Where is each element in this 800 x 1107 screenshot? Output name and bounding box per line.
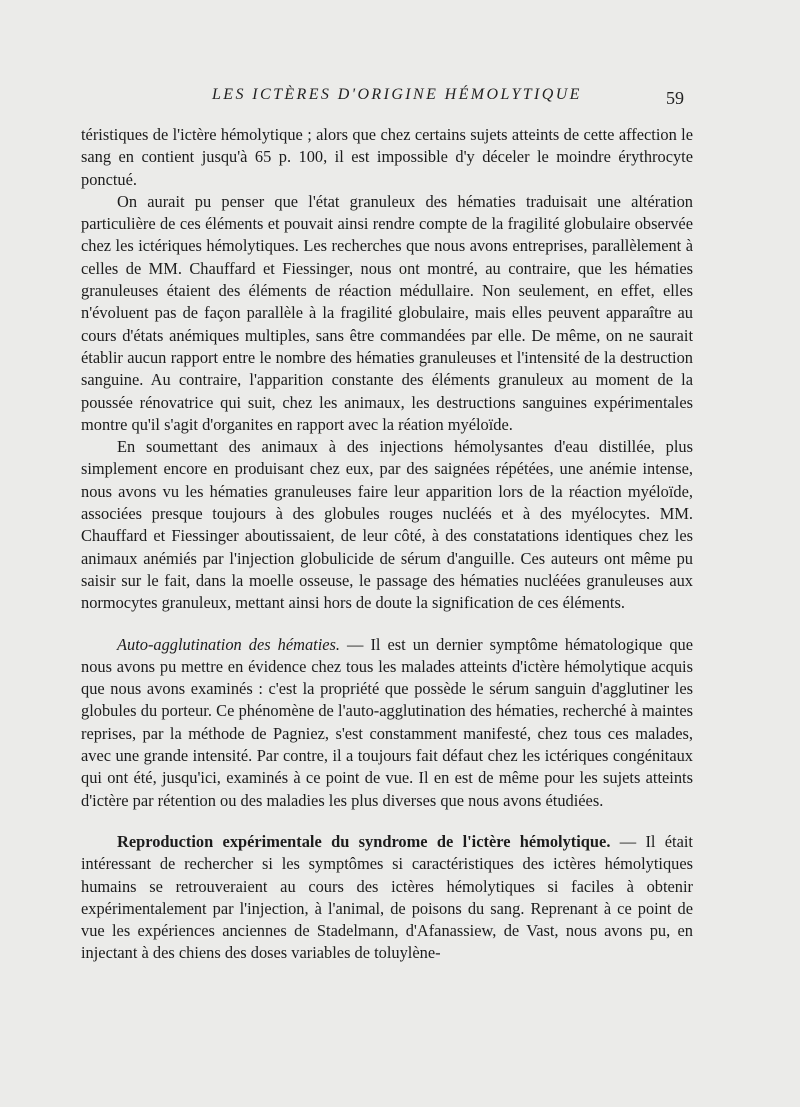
paragraph-text: On aurait pu penser que l'état granuleux des hématies traduisait une altération particulière de ces éléments et pouvait ainsi rendre compte de la fragilité globulaire observée chez les ictériques hémolytiques. Les recherches que nous avons entreprises, parallèlement à celles de MM. Chauffard et Fiessinger, nous ont montré, au contraire, que les hématies granuleuses étaient des éléments de réaction médullaire. Non seulement, en effet, elles n'évoluent pas de façon parallèle à la fragilité globulaire, mais elles peuvent apparaître au cours d'états anémiques multiples, sans être commandées par elle. De même, on ne saurait établir aucun rapport entre le nombre des hématies granuleuses et l'intensité de la destruction sanguine. Au contraire, l'apparition constante des éléments granuleux au moment de la poussée rénovatrice qui suit, chez les animaux, les destructions sanguines expérimentales montre qu'il s'agit d'organites en rapport avec la réation myéloïde. [81,191,693,434]
paragraph-text: — Il est un dernier symptôme hématologique que nous avons pu mettre en évidence chez tous les malades atteints d'ictère hémolytique acquis que nous avons examinés : c'est la propriété que possède le sérum sanguin d'agglutiner les globules du porteur. Ce phénomène de l'auto-agglutination des hématies, recherché à maintes reprises, par la méthode de Pagniez, s'est constamment manifesté, chez tous ces malades, avec une grande intensité. Par contre, il a toujours fait défaut chez les ictériques congénitaux qui ont été, jusqu'ici, examinés à ce point de vue. Il en est de même pour les sujets atteints d'ictère par rétention ou des maladies les plus diverses que nous avons étudiées. [81,634,693,810]
paragraph-continued [81,124,693,191]
paragraph-reproduction [81,831,693,965]
paragraph-text: — Il était intéressant de rechercher si les symptômes si caractéristiques des ictères hémolytiques humains se retrouveraient au cours des ictères hémolytiques si faciles à obtenir expérimentalement par l'injection, à l'animal, de poisons du sang. Reprenant à ce point de vue les expériences anciennes de Stadelmann, d'Afanassiew, de Vast, nous avons pu, en injectant à des chiens des doses variables de toluylène- [81,831,693,963]
body-text [81,124,693,965]
page-number: 59 [666,88,684,108]
page-header [0,82,800,112]
paragraph-text: En soumettant des animaux à des injections hémolysantes d'eau distillée, plus simplement encore en produisant chez eux, par des saignées répétées, une anémie intense, nous avons vu les hématies granuleuses faire leur apparition lors de la réaction myéloïde, associées presque toujours à des globules rouges nucléés et à des myélocytes. MM. Chauffard et Fiessinger aboutissaient, de leur côté, à des constatations identiques chez les animaux anémiés par l'injection globulicide de sérum d'anguille. Ces auteurs ont même pu saisir sur le fait, dans la moelle osseuse, le passage des hématies nucléées granuleuses aux normocytes granuleux, mettant ainsi hors de doute la signification de ces éléments. [81,437,693,613]
section-heading-auto-agglutination: Auto-agglutination des hématies. [117,634,341,654]
section-heading-reproduction: Reproduction expérimentale du syndrome de l'ictère hémolytique. [117,831,611,851]
paragraph-text: téristiques de l'ictère hémolytique ; alors que chez certains sujets atteints de cette affection le sang en contient jusqu'à 65 p. 100, il est impossible d'y déceler le moindre érythrocyte ponctué. [81,125,693,189]
paragraph-experiments [81,436,693,614]
paragraph-auto-agglutination [81,634,693,812]
running-head: LES ICTÈRES D'ORIGINE HÉMOLYTIQUE [212,86,582,103]
paragraph-granular-hematies [81,191,693,436]
